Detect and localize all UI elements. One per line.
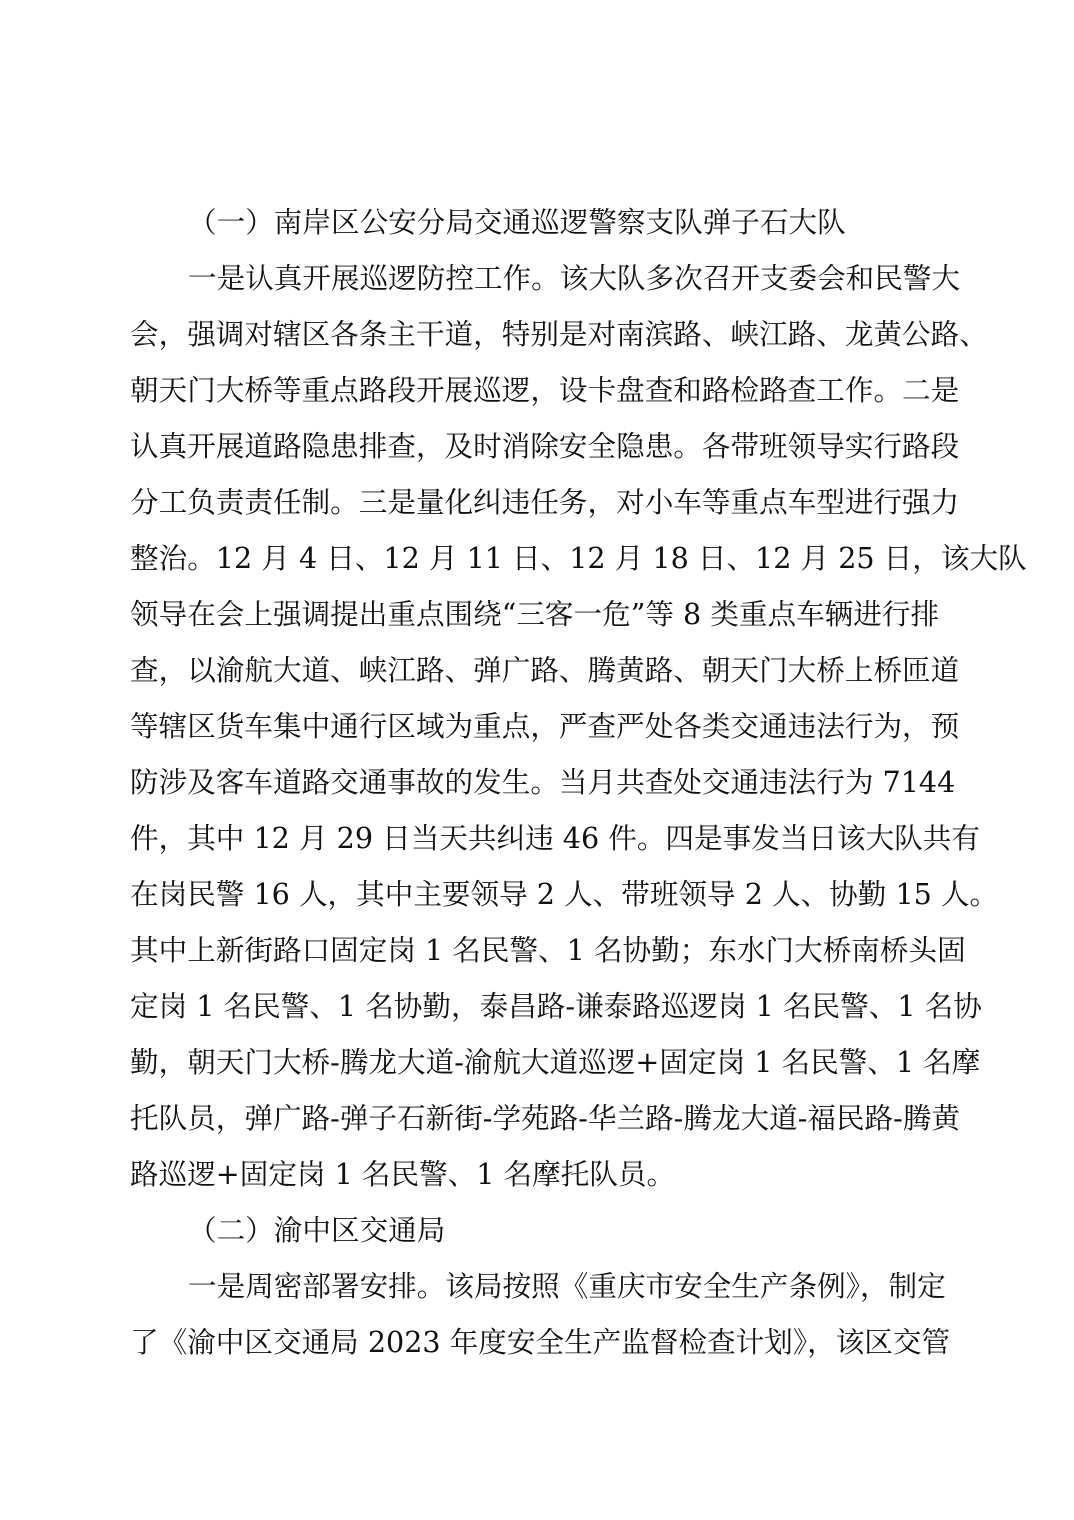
paragraph-line: 路巡逻+固定岗 1 名民警、1 名摩托队员。 [130,1157,676,1191]
section-heading: （一）南岸区公安分局交通巡逻警察支队弹子石大队 [188,205,846,239]
paragraph-line: 等辖区货车集中通行区域为重点，严查严处各类交通违法行为，预 [130,709,960,743]
paragraph-line: 勤，朝天门大桥-腾龙大道-渝航大道巡逻+固定岗 1 名民警、1 名摩 [130,1045,981,1079]
paragraph-line: 了《渝中区交通局 2023 年度安全生产监督检查计划》，该区交管 [130,1325,951,1359]
paragraph-line: 在岗民警 16 人，其中主要领导 2 人、带班领导 2 人、协勤 15 人。 [130,877,999,911]
paragraph-line: 一是周密部署安排。该局按照《重庆市安全生产条例》，制定 [188,1269,946,1303]
paragraph-line: 防涉及客车道路交通事故的发生。当月共查处交通违法行为 7144 [130,765,956,799]
paragraph-line: 托队员，弹广路-弹子石新街-学苑路-华兰路-腾龙大道-福民路-腾黄 [130,1101,961,1135]
paragraph-line: 会，强调对辖区各条主干道，特别是对南滨路、峡江路、龙黄公路、 [130,317,988,351]
section-heading: （二）渝中区交通局 [188,1213,446,1247]
paragraph-line: 整治。12 月 4 日、12 月 11 日、12 月 18 日、12 月 25 日，该大队 [130,541,1027,575]
paragraph-line: 查，以渝航大道、峡江路、弹广路、腾黄路、朝天门大桥上桥匝道 [130,653,960,687]
paragraph-line: 分工负责责任制。三是量化纠违任务，对小车等重点车型进行强力 [130,485,960,519]
paragraph-line: 定岗 1 名民警、1 名协勤，泰昌路-谦泰路巡逻岗 1 名民警、1 名协 [130,989,982,1023]
paragraph-line: 一是认真开展巡逻防控工作。该大队多次召开支委会和民警大 [188,261,961,295]
paragraph-line: 件，其中 12 月 29 日当天共纠违 46 件。四是事发当日该大队共有 [130,821,980,855]
paragraph-line: 其中上新街路口固定岗 1 名民警、1 名协勤；东水门大桥南桥头固 [130,933,966,967]
paragraph-line: 领导在会上强调提出重点围绕“三客一危”等 8 类重点车辆进行排 [130,597,940,631]
paragraph-line: 认真开展道路隐患排查，及时消除安全隐患。各带班领导实行路段 [130,429,960,463]
paragraph-line: 朝天门大桥等重点路段开展巡逻，设卡盘查和路检路查工作。二是 [130,373,960,407]
